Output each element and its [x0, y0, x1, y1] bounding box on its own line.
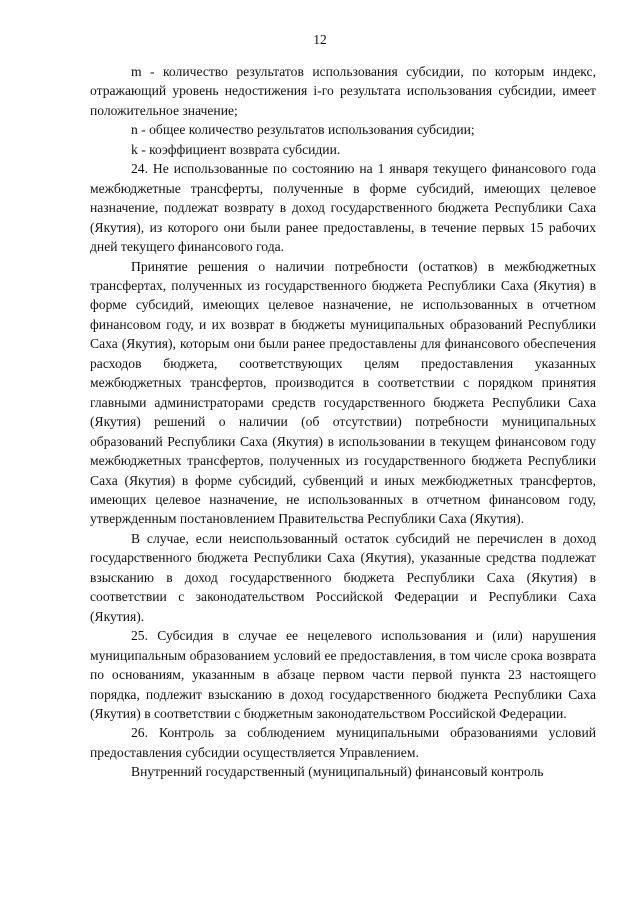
paragraph-remainder-decision: Принятие решения о наличии потребности (остатков) в межбюджетных трансфертах, полученных из государственного бюджета Республики Саха (Якутия) в форме субсидий, имеющих целевое назначение, не использованных в отчетном финансовом году, и их возврат в бюджеты муниципальных образований Республики Саха (Якутия), которым они были ранее предоставлены для финансового обеспечения расходов бюджета, соответствующих целям предоставления указанных межбюджетных трансфертов, производится в соответствии с порядком принятия главными администраторами средств государственного бюджета Республики Саха (Якутия) решений о наличии (об отсутствии) потребности муниципальных образований Республики Саха (Якутия) в использовании в текущем финансовом году межбюджетных трансфертов, полученных из государственного бюджета Республики Саха (Якутия) в форме субсидий, субвенций и иных межбюджетных трансфертов, имеющих целевое назначение, не использованных в отчетном финансовом году, утвержденным постановлением Правительства Республики Саха (Якутия). [90, 258, 596, 527]
paragraph-n-definition: n - общее количество результатов использования субсидии; [131, 122, 475, 138]
document-body [90, 62, 596, 782]
page-number: 12 [313, 32, 327, 47]
paragraph-m-definition: m - количество результатов использования субсидии, по которым индекс, отражающий уровень недостижения i-го результата использования субсидии, имеет положительное значение; [90, 64, 596, 118]
paragraph-unreturned-balance: В случае, если неиспользованный остаток субсидий не перечислен в доход государственного бюджета Республики Саха (Якутия), указанные средства подлежат взысканию в доход государственного бюджета Республики Саха (Якутия) в соответствии с законодательством Российской Федерации и Республики Саха (Якутия). [90, 530, 596, 624]
paragraph-internal-control: Внутренний государственный (муниципальный) финансовый контроль [131, 764, 544, 780]
paragraph-clause-25: 25. Субсидия в случае ее нецелевого использования и (или) нарушения муниципальным образованием условий ее предоставления, в том числе срока возврата по основаниям, указанным в абзаце первом части первой пункта 23 настоящего порядка, подлежит взысканию в доход государственного бюджета Республики Саха (Якутия) в соответствии с бюджетным законодательством Российской Федерации. [90, 628, 596, 721]
paragraph-clause-24: 24. Не использованные по состоянию на 1 января текущего финансового года межбюджетные трансферты, полученные в форме субсидий, имеющих целевое назначение, подлежат возврату в доход государственного бюджета Республики Саха (Якутия), из которого они были ранее предоставлены, в течение первых 15 рабочих дней текущего финансового года. [90, 161, 596, 255]
paragraph-k-definition: k - коэффициент возврата субсидии. [131, 141, 341, 157]
paragraph-clause-26: 26. Контроль за соблюдением муниципальными образованиями условий предоставления субсидии осуществляется Управлением. [90, 725, 596, 760]
